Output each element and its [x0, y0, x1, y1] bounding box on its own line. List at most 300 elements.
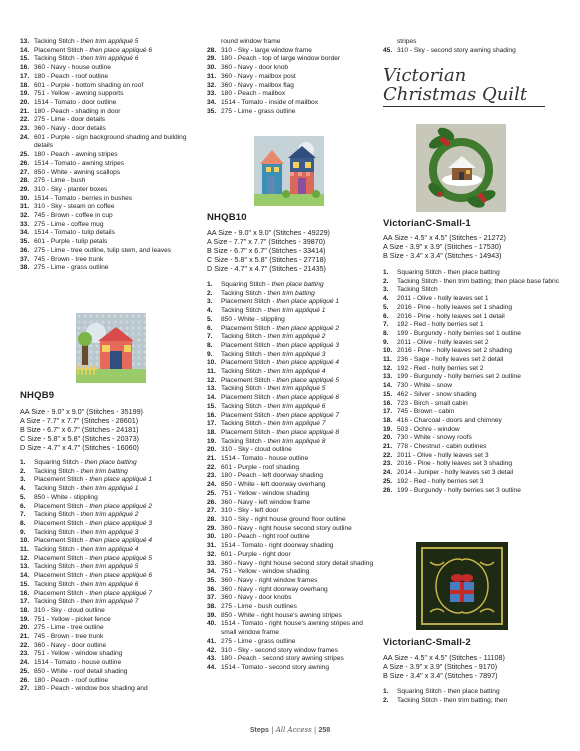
step-text: 360 - Navy - house outline [34, 64, 111, 72]
step-item [20, 247, 198, 256]
step-instruction: then place appliqué 1 [89, 476, 153, 484]
step-number: 26. [207, 498, 217, 506]
step-number: 13. [207, 385, 217, 393]
step-item [20, 616, 198, 625]
step-text: Squaring Stitch - [34, 459, 85, 466]
step-number: 32. [20, 212, 30, 220]
step-text: 745 - Brown - coffee in cup [34, 212, 113, 220]
step-text: 601 - Purple - tulip petals [34, 238, 108, 246]
step-text: 2014 - Juniper - holly leaves set 3 detail [397, 469, 514, 477]
step-item [383, 47, 573, 56]
step-number: 11. [20, 546, 29, 554]
step-instruction: then place appliqué 7 [276, 411, 340, 419]
step-text: 601 - Purple - roof shading [221, 463, 300, 471]
step-number: 6. [20, 502, 26, 510]
size-entry: B Size - 6.7" x 6.7" (Stitches - 24181) [20, 425, 139, 434]
step-text: Placement Stitch - [221, 324, 277, 332]
step-item [207, 533, 379, 542]
step-instruction: then place appliqué 2 [89, 502, 153, 510]
step-instruction: then place batting [271, 281, 324, 288]
step-text: 192 - Red - holly berries set 3 [397, 477, 484, 485]
step-number: 22. [383, 451, 393, 459]
step-text: Placement Stitch - [34, 537, 90, 545]
step-number: 18. [383, 416, 393, 424]
step-item [383, 443, 573, 452]
step-item [207, 560, 379, 569]
step-item [383, 382, 573, 391]
step-text: Tacking Stitch - [221, 333, 268, 341]
step-text: 850 - White - stippling [221, 315, 285, 323]
step-item [207, 577, 379, 586]
step-item [383, 408, 573, 417]
step-item [20, 650, 198, 659]
step-instruction: then place appliqué 3 [276, 341, 340, 349]
step-text: 745 - Brown - tree trunk [34, 633, 104, 641]
step-number: 34. [207, 98, 217, 106]
step-number: 30. [207, 64, 217, 72]
step-number: 10. [383, 347, 393, 355]
step-text: 723 - Birch - small cabin [397, 399, 468, 407]
step-item [20, 82, 198, 91]
step-item [207, 316, 379, 325]
step-item [20, 590, 198, 599]
step-number: 9. [207, 350, 213, 358]
step-number: 33. [207, 90, 217, 98]
step-item [383, 339, 573, 348]
step-item [207, 429, 379, 438]
step-text: 192 - Red - holly berries set 1 [397, 321, 484, 329]
step-text: 1514 - Tomato - right house's awning stripes and small window frame [221, 620, 363, 637]
step-item [207, 281, 379, 290]
step-item [207, 359, 379, 368]
step-text: 2016 - Pine - holly leaves set 3 shading [397, 460, 513, 468]
victorian-small-1-section [383, 218, 573, 495]
step-text: 275 - Lime - coffee mug [34, 220, 104, 228]
footer-separator: | [268, 726, 276, 734]
step-number: 1. [383, 269, 389, 276]
step-text: Placement Stitch - [221, 411, 277, 419]
section-title: VictorianC-Small-2 [383, 637, 471, 648]
step-text: 850 - White - roof detail shading [34, 667, 128, 675]
step-text: 751 - Yellow - window shading [34, 650, 123, 658]
step-instruction: then place batting [84, 459, 137, 466]
step-item [207, 499, 379, 508]
step-item [383, 487, 573, 496]
step-item [383, 356, 573, 365]
step-text: 1514 - Tomato - awning stripes [34, 159, 125, 167]
step-instruction: then trim batting [80, 467, 128, 475]
step-text: Placement Stitch - [221, 298, 277, 306]
step-number: 1. [207, 281, 213, 288]
step-item [20, 598, 198, 607]
step-text: 360 - Navy - left window frame [221, 498, 311, 506]
step-number: 17. [383, 408, 393, 416]
step-number: 16. [20, 589, 30, 597]
step-text: 416 - Charcoal - doors and chimney [397, 416, 502, 424]
step-text: 360 - Navy - door details [34, 125, 106, 133]
step-item [20, 685, 198, 694]
step-number: 39. [207, 611, 217, 619]
step-number: 26. [20, 159, 30, 167]
step-item [20, 134, 198, 151]
step-text: 1514 - Tomato - second story awning [221, 663, 330, 671]
step-number: 29. [20, 185, 30, 193]
step-number: 37. [20, 255, 30, 263]
step-number: 14. [207, 394, 217, 402]
step-number: 2. [20, 467, 26, 475]
step-item [383, 478, 573, 487]
step-text: Tacking Stitch - [34, 467, 81, 475]
step-text: Placement Stitch - [34, 46, 90, 54]
step-item [20, 221, 198, 230]
step-text: Placement Stitch - [34, 476, 90, 484]
step-item [207, 603, 379, 612]
step-text: 310 - Sky - second story window frames [221, 646, 338, 654]
step-instruction: then trim appliqué 4 [267, 368, 326, 376]
step-instruction: then trim appliqué 6 [80, 55, 139, 63]
step-number: 9. [20, 528, 26, 536]
step-text: Tacking Stitch - [221, 402, 268, 410]
nhqb9-steps [20, 459, 198, 694]
step-item [383, 452, 573, 461]
step-text: 275 - Lime - door details [34, 116, 106, 124]
step-text: 199 - Burgundy - holly berries set 2 outline [397, 373, 521, 381]
step-item [20, 256, 198, 265]
step-number: 12. [383, 364, 393, 372]
step-text: 275 - Lime - grass outline [34, 264, 109, 272]
step-text: stripes [397, 38, 417, 45]
step-item [383, 365, 573, 374]
step-text: 192 - Red - holly berries set 2 [397, 364, 484, 372]
step-item [20, 203, 198, 212]
step-instruction: then place appliqué 5 [276, 376, 340, 384]
step-number: 9. [383, 338, 389, 346]
step-text: 360 - Navy - mailbox post [221, 72, 296, 80]
step-text: 745 - Brown - tree trunk [34, 255, 104, 263]
step-item [383, 295, 573, 304]
step-text: 730 - White - snow [397, 382, 452, 390]
step-text: Tacking Stitch - [34, 528, 81, 536]
step-item [20, 151, 198, 160]
step-number: 10. [20, 537, 30, 545]
step-number: 35. [207, 107, 217, 115]
step-number: 2. [207, 289, 213, 297]
step-number: 25. [20, 667, 30, 675]
step-text: Tacking Stitch - [34, 485, 81, 493]
size-entry: C Size - 5.8" x 5.8" (Stitches - 27718) [207, 255, 326, 264]
step-number: 1. [383, 688, 389, 695]
step-instruction: then trim appliqué 2 [80, 511, 139, 519]
step-number: 15. [207, 402, 217, 410]
step-item [20, 468, 198, 477]
step-text: 180 - Peach - window box shading and [34, 685, 148, 693]
step-item [383, 304, 573, 313]
step-item [20, 529, 198, 538]
step-text: 2016 - Pine - holly leaves set 2 shading [397, 347, 513, 355]
step-text: 730 - White - snowy roofs [397, 434, 472, 442]
nhqb10-steps-continued [383, 38, 573, 55]
size-entry: A Size - 7.7" x 7.7" (Stitches - 28601) [20, 416, 139, 425]
step-item [383, 697, 573, 706]
step-text: Tacking Stitch - [221, 437, 268, 445]
step-item [207, 342, 379, 351]
step-text: 310 - Sky - cloud outline [221, 446, 292, 454]
step-number: 23. [20, 650, 30, 658]
holly-cabin-image [416, 124, 506, 212]
step-text: 275 - Lime - bush outlines [221, 603, 297, 611]
step-text: Placement Stitch - [221, 394, 277, 402]
step-text: 180 - Peach - roof outline [34, 72, 109, 80]
step-number: 14. [383, 382, 393, 390]
step-text: 751 - Yellow - awning supports [34, 90, 124, 98]
size-entry: AA Size - 4.5" x 4.5" (Stitches - 11108) [383, 653, 505, 662]
step-text: Squaring Stitch - then place batting [397, 688, 500, 695]
step-item [207, 620, 379, 637]
step-instruction: then place appliqué 5 [89, 554, 153, 562]
step-text: 360 - Navy - right house second story detail shading [221, 559, 374, 567]
step-item [20, 511, 198, 520]
step-item [383, 400, 573, 409]
step-item [20, 264, 198, 273]
step-instruction: then trim appliqué 5 [80, 38, 139, 45]
step-number: 26. [20, 676, 30, 684]
step-item [20, 520, 198, 529]
step-number: 41. [207, 637, 217, 645]
step-number: 21. [20, 633, 30, 641]
step-text: 1514 - Tomato - berries in bushes [34, 194, 133, 202]
step-number: 44. [207, 663, 217, 671]
step-item [383, 688, 573, 697]
step-item [207, 412, 379, 421]
step-text: Placement Stitch - [34, 554, 90, 562]
size-entry: AA Size - 4.5" x 4.5" (Stitches - 21272) [383, 233, 506, 242]
step-item [20, 503, 198, 512]
step-number: 34. [20, 229, 30, 237]
step-item [207, 90, 379, 99]
step-number: 28. [207, 46, 217, 54]
step-number: 19. [207, 437, 217, 445]
section-title: VictorianC-Small-1 [383, 218, 471, 229]
step-number: 3. [383, 286, 389, 294]
step-item [383, 330, 573, 339]
step-item [207, 664, 379, 673]
step-number: 19. [383, 425, 393, 433]
step-text: Tacking Stitch - [34, 598, 81, 606]
step-instruction: then place appliqué 4 [276, 359, 340, 367]
step-text: Placement Stitch - [221, 376, 277, 384]
step-item [20, 563, 198, 572]
step-instruction: then trim appliqué 6 [80, 580, 139, 588]
step-item [207, 351, 379, 360]
step-item [20, 581, 198, 590]
step-text: 275 - Lime - bush [34, 177, 86, 185]
step-item [383, 469, 573, 478]
step-number: 31. [20, 203, 30, 211]
step-item [383, 417, 573, 426]
step-number: 20. [20, 98, 30, 106]
footer-all-access: All Access [275, 726, 312, 734]
step-text: 1514 - Tomato - tulip details [34, 229, 115, 237]
step-text: 310 - Sky - right house ground floor outline [221, 515, 346, 523]
step-number: 2. [383, 696, 389, 704]
step-text: 2016 - Pine - holly leaves set 1 detail [397, 312, 505, 320]
step-text: Placement Stitch - [34, 572, 90, 580]
step-instruction: then trim appliqué 1 [267, 307, 326, 315]
step-text: Tacking Stitch - [221, 420, 268, 428]
step-text: 180 - Peach - mailbox [221, 90, 286, 98]
step-number: 30. [20, 194, 30, 202]
step-number: 38. [20, 264, 30, 272]
step-item [207, 542, 379, 551]
step-text: 751 - Yellow - window shading [221, 489, 310, 497]
step-item [20, 125, 198, 134]
nhqb9-section [20, 390, 198, 694]
step-item [20, 546, 198, 555]
step-instruction: then trim appliqué 7 [80, 598, 139, 606]
step-item [207, 38, 379, 47]
step-item [207, 420, 379, 429]
step-number: 7. [383, 321, 389, 329]
step-number: 15. [383, 390, 393, 398]
step-text: 310 - Sky - second story awning shading [397, 46, 516, 54]
small1-steps [383, 269, 573, 495]
step-number: 36. [20, 246, 30, 254]
step-text: Squaring Stitch - [221, 281, 272, 288]
step-text: 360 - Navy - right house second story outline [221, 524, 352, 532]
step-item [20, 624, 198, 633]
step-text: 360 - Navy - door outline [34, 641, 107, 649]
step-text: 180 - Peach - top of large window border [221, 55, 341, 63]
step-item [207, 82, 379, 91]
step-instruction: then trim appliqué 4 [80, 546, 139, 554]
step-number: 14. [20, 572, 30, 580]
step-text: 310 - Sky - steam on coffee [34, 203, 115, 211]
step-instruction: then place appliqué 7 [89, 589, 153, 597]
step-number: 25. [207, 489, 217, 497]
column-1 [20, 38, 198, 273]
step-number: 22. [207, 463, 217, 471]
step-instruction: then place appliqué 4 [89, 537, 153, 545]
step-number: 19. [20, 615, 30, 623]
step-number: 26. [383, 486, 393, 494]
step-number: 2. [383, 277, 389, 285]
step-text: Tacking Stitch [397, 286, 438, 294]
small2-steps [383, 688, 573, 705]
step-item [383, 38, 573, 47]
step-number: 36. [207, 585, 217, 593]
step-number: 4. [383, 295, 389, 303]
nhqb10-thumbnail [254, 136, 324, 206]
step-text: 180 - Peach - right roof outline [221, 533, 310, 541]
step-text: Tacking Stitch - then trim batting; then [397, 696, 508, 704]
step-number: 25. [20, 151, 30, 159]
step-instruction: then trim appliqué 7 [267, 420, 326, 428]
step-text: 850 - White - awning scallops [34, 168, 121, 176]
step-number: 20. [207, 446, 217, 454]
step-number: 12. [20, 554, 30, 562]
size-entry: AA Size - 9.0" x 9.0" (Stitches - 35199) [20, 407, 143, 416]
step-text: 2011 - Olive - holly leaves set 1 [397, 295, 489, 303]
step-text: 462 - Silver - snow shading [397, 390, 477, 398]
step-number: 7. [20, 511, 26, 519]
step-item [20, 572, 198, 581]
step-text: 360 - Navy - right doorway overhang [221, 585, 328, 593]
step-text: 503 - Ochre - window [397, 425, 460, 433]
step-instruction: then trim appliqué 5 [267, 385, 326, 393]
title-line-2: Christmas Quilt [383, 84, 528, 105]
step-number: 3. [207, 298, 213, 306]
step-number: 23. [207, 472, 217, 480]
step-text: Tacking Stitch - [221, 307, 268, 315]
page-footer [0, 726, 580, 734]
step-text: Tacking Stitch - [221, 289, 268, 297]
step-item [20, 99, 198, 108]
step-instruction: then place appliqué 6 [89, 46, 153, 54]
step-number: 16. [383, 399, 393, 407]
step-number: 12. [207, 376, 217, 384]
step-number: 3. [20, 476, 26, 484]
step-number: 33. [207, 559, 217, 567]
step-text: 1514 - Tomato - inside of mailbox [221, 98, 319, 106]
footer-steps: Steps [249, 727, 269, 734]
step-text: 310 - Sky - planter boxes [34, 185, 108, 193]
step-item [20, 64, 198, 73]
size-entry: C Size - 5.8" x 5.8" (Stitches - 20373) [20, 434, 139, 443]
nhqb9-thumbnail [76, 313, 146, 383]
step-number: 17. [20, 72, 30, 80]
step-text: 1514 - Tomato - door outline [34, 98, 117, 106]
step-text: 180 - Peach - second story awning stripes [221, 655, 344, 663]
nhqb8-steps-continued [20, 38, 198, 273]
step-number: 31. [207, 72, 217, 80]
step-number: 24. [207, 481, 217, 489]
step-item [207, 55, 379, 64]
step-item [20, 485, 198, 494]
step-text: 751 - Yellow - picket fence [34, 615, 111, 623]
step-text: Tacking Stitch - then trim batting; then place base fabric [397, 277, 559, 285]
step-item [20, 229, 198, 238]
column-3 [383, 38, 573, 55]
step-text: 778 - Chestnut - cabin outlines [397, 443, 487, 451]
step-number: 10. [207, 359, 217, 367]
step-text: 310 - Sky - cloud outline [34, 606, 105, 614]
footer-separator: | [311, 726, 319, 734]
step-number: 42. [207, 646, 217, 654]
step-item [207, 290, 379, 299]
step-number: 21. [20, 107, 30, 115]
step-item [20, 160, 198, 169]
step-text: 1514 - Tomato - right doorway shading [221, 542, 334, 550]
step-text: Tacking Stitch - [34, 546, 81, 554]
step-number: 24. [20, 659, 30, 667]
step-text: Tacking Stitch - [34, 511, 81, 519]
step-item [207, 655, 379, 664]
column-2 [207, 38, 379, 116]
step-item [20, 212, 198, 221]
step-instruction: then trim appliqué 2 [267, 333, 326, 341]
step-number: 24. [383, 469, 393, 477]
step-item [20, 238, 198, 247]
step-number: 6. [207, 324, 213, 332]
step-number: 28. [20, 177, 30, 185]
step-text: 275 - Lime - grass outline [221, 107, 296, 115]
step-text: Tacking Stitch - [34, 55, 81, 63]
step-text: 850 - White - stippling [34, 493, 98, 501]
step-item [20, 177, 198, 186]
step-item [207, 385, 379, 394]
step-text: Tacking Stitch - [221, 385, 268, 393]
step-item [207, 307, 379, 316]
